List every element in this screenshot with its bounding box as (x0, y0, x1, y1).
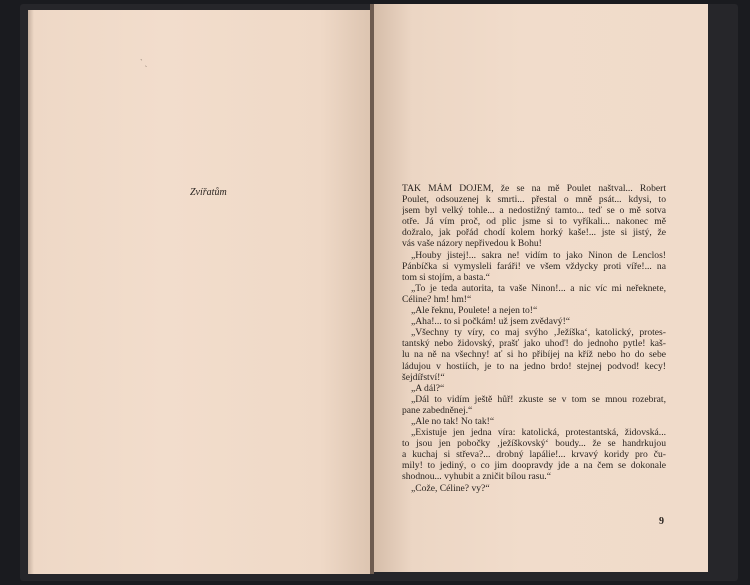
chapter-title: Zvířatům (190, 187, 227, 198)
body-text (402, 183, 666, 494)
text-line: „Ale no tak! No tak!“ (411, 415, 495, 427)
text-line: Pánbíčka si vymysleli faráři! ve všem vždycky proti víře!... na (402, 260, 666, 272)
text-line: „A dál?“ (411, 382, 445, 394)
text-line: „Aha!... to si počkám! už jsem zvědavý!“ (411, 316, 571, 328)
text-line: „Existuje jen jedna víra: katolická, protestantská, židovská... (411, 427, 666, 439)
page-number: 9 (659, 516, 664, 527)
text-line: lu na ně na všechny! ať si ho přibíjej na kříž nebo ho do sebe (402, 349, 666, 361)
text-line: „To je teda autorita, ta vaše Ninon!... a nic víc mi neřeknete, (411, 282, 666, 294)
text-line: „Ale řeknu, Poulete! a nejen to!“ (411, 305, 538, 317)
text-line: „Cože, Céline? vy?“ (411, 482, 490, 494)
text-line: „Houby jistej!... sakra ne! vidím to jako Ninon de Lenclos! (411, 249, 666, 261)
left-page-shadow (28, 10, 34, 574)
text-line: tantský nebo židovský, prašť jako uhoď! do jednoho pytle! kaš- (402, 338, 666, 350)
text-line: jsem byl velký tohle... a nedostižný tamto... teď se o mě sotva (402, 205, 666, 217)
text-line: to jsou jen pobočky ‚ježíškovský‘ boudy... že se handrkujou (402, 438, 666, 450)
book-spine (370, 4, 374, 574)
text-line: ládujou v hostiích, je to na jedno brdo! stejnej podvod! kecy! (402, 360, 666, 372)
text-line: Céline? hm! hm!“ (402, 293, 472, 305)
text-line: mily! to jediný, o co jim doopravdy jde a na čem se dokonale (402, 460, 666, 472)
text-line: vás vaše názory nepřivedou k Bohu! (402, 238, 542, 250)
text-line: pane zabedněnej.“ (402, 404, 473, 416)
text-line: dožralo, jak pořád chodí kolem horký kaše!... jste si jistý, že (402, 227, 666, 239)
text-line: shodnou... vyhubit a zničit bílou rasu.“ (402, 471, 551, 483)
text-line: „Všechny ty víry, co maj svýho ‚Ježíška‘, katolický, protes- (411, 327, 666, 339)
text-line: otře. Já vím proč, od plic jsme si to vyříkali... nakonec mě (402, 216, 666, 228)
text-line: „Dál to vidím ještě hůř! zkuste se v tom se mnou rozebrat, (411, 393, 666, 405)
left-page (28, 10, 373, 574)
text-line: Poulet, odsouzenej k smrti... přestal o mně psát... kdysi, to (402, 194, 666, 206)
text-line: a kuchaj si střeva?... drobný lapálie!... krvavý koridy pro ču- (402, 449, 666, 461)
text-line: tom si stojím, a basta.“ (402, 271, 490, 283)
text-line: šejdířství!“ (402, 371, 445, 383)
text-line: TAK MÁM DOJEM, že se na mě Poulet naštval... Robert (402, 183, 666, 194)
paper-speck: ˋ ˎ (140, 58, 148, 67)
